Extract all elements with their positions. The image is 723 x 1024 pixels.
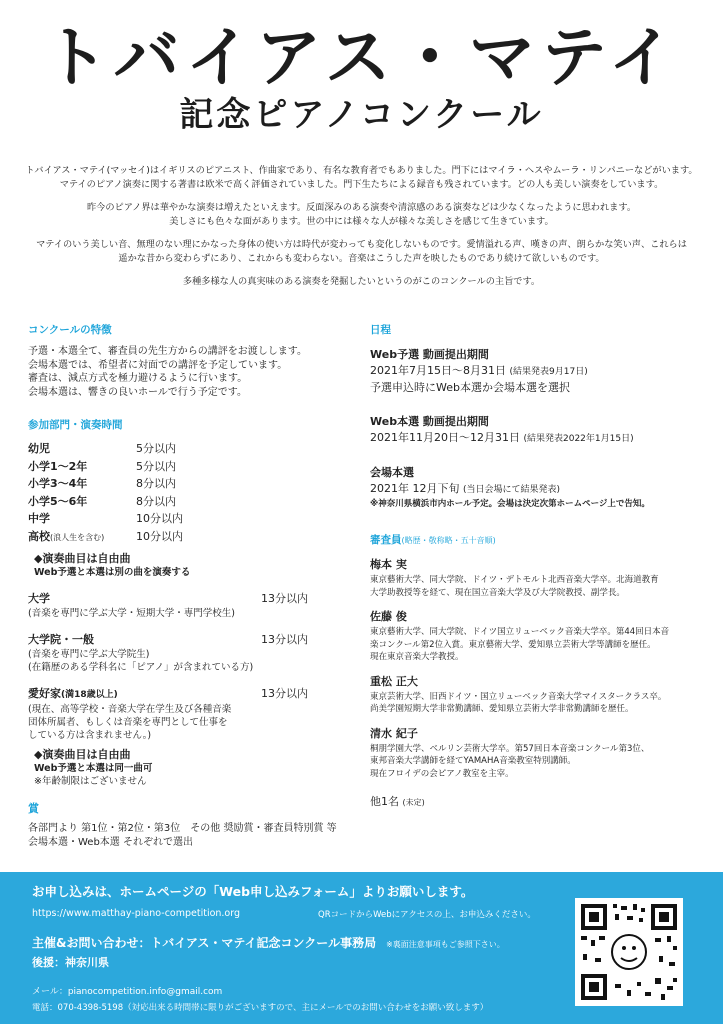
host-contact: 主催&お問い合わせ：トバイアス・マテイ記念コンクール事務局 ※裏面注意事項もご参照下さい。 (32, 936, 505, 950)
department-row (28, 475, 348, 493)
department-desc: 団体所属者、もしくは音楽を専門として仕事を (28, 717, 228, 728)
department-time: 8分以内 (136, 477, 176, 490)
feature-line: 会場本選は、響きの良いホールで行う予定です。 (28, 386, 247, 398)
department-name: 小学5～6年 (28, 494, 88, 508)
qr-note: QRコードからWebにアクセスの上、お申込みください。 (318, 910, 536, 920)
schedule-extra: 予選申込時にWeb本選か会場本選を選択 (370, 381, 570, 394)
department-desc: している方は含まれません。) (28, 730, 152, 741)
department-list (28, 440, 348, 546)
department-desc: (在籍歴のある学科名に「ピアノ」が含まれている方) (28, 662, 254, 673)
judges-heading: 審査員(略歴・敬称略・五十音順) (370, 534, 496, 546)
department-name: 大学院・一般 (28, 633, 94, 646)
department-time: 10分以内 (136, 512, 183, 525)
judge-bio: 東京芸術大学、旧西ドイツ・国立リューベック音楽大学マイスタークラス卒。 尚美学園短期大学非常勤講師、愛知県立芸術大学非常勤講師を歴任。 (370, 691, 667, 714)
judge-bio: 桐朋学園大学、ベルリン芸術大学卒。第57回日本音楽コンクール第3位、 東邦音楽大学講師を経てYAMAHA音楽教室特別講師。 現在フロイデの会ピアノ教室を主宰。 (370, 743, 650, 779)
schedule-title: 会場本選 (370, 466, 414, 479)
department-note: (浪人生を含む) (50, 532, 105, 542)
schedule-date: 2021年11月20日～12月31日 (結果発表2022年1月15日) (370, 431, 634, 444)
contact-email[interactable]: メール：pianocompetition.info@gmail.com (32, 987, 223, 997)
department-time: 13分以内 (261, 592, 308, 605)
support-org: 後援：神奈川県 (32, 956, 109, 969)
right-column (370, 322, 715, 810)
department-name: 大学 (28, 592, 50, 605)
schedule-heading: 日程 (370, 324, 391, 336)
department-row (28, 440, 348, 458)
schedule-title: Web本選 動画提出期間 (370, 415, 489, 428)
website-link[interactable]: https://www.matthay-piano-competition.org (32, 908, 241, 919)
department-row (28, 493, 348, 511)
judge-name: 清水 紀子 (370, 726, 418, 740)
awards-line: 各部門より 第1位・第2位・第3位 その他 奨励賞・審査員特別賞 等 (28, 823, 337, 834)
judge-name: 梅本 実 (370, 558, 407, 571)
free-piece-note: ◆演奏曲目は自由曲 (34, 552, 131, 565)
department-name: 中学 (28, 512, 50, 525)
departments-heading: 参加部門・演奏時間 (28, 419, 123, 431)
department-desc: (現在、高等学校・音楽大学在学生及び各種音楽 (28, 704, 232, 715)
intro-paragraph: トバイアス・マテイ(マッセイ)はイギリスのピアニスト、作曲家であり、有名な教育者でもありました。門下にはマイラ・ヘスやムーラ・リンパニーなどがいます。 マテイのピアノ演奏に関する著書は欧米で高く評価されていました。門下生たちによる録音も残されています。どの人も美しい演奏をしています。 (25, 165, 698, 190)
intro-paragraph: マテイのいう美しい音、無理のない理にかなった身体の使い方は時代が変わっても変化しないものです。愛情溢れる声、嘆きの声、朗らかな笑い声、これらは 遥かな昔から変わらずにあり、これからも変わらない。音楽はこうした声を映したものであり続けて欲しいものです。 (36, 239, 687, 264)
contact-phone: 電話：070-4398-5198（対応出来る時間帯に限りがございますので、主にメールでのお問い合わせをお願い致します） (32, 1003, 489, 1013)
department-desc: (音楽を専門に学ぶ大学院生) (28, 649, 150, 660)
department-name: 小学1～2年 (28, 459, 88, 473)
page-title: トバイアス・マテイ (42, 19, 681, 96)
department-time: 8分以内 (136, 494, 176, 508)
schedule-title: Web予選 動画提出期間 (370, 348, 489, 361)
judge-others: 他1名 (未定) (370, 795, 425, 808)
department-name-note: (満18歳以上) (61, 690, 118, 700)
department-row-graduate (28, 632, 308, 648)
judge-name: 重松 正大 (370, 674, 418, 688)
department-time: 13分以内 (261, 633, 308, 646)
intro-text (20, 164, 703, 298)
page-subtitle: 記念ピアノコンクール (179, 95, 544, 135)
department-name: 幼児 (28, 442, 50, 455)
judge-bio: 東京藝術大学、同大学院、ドイツ・デトモルト北西音楽大学卒。北海道教育 大学助教授等を経て、現在国立音楽大学及び大学院教授、副学長。 (370, 575, 659, 598)
feature-line: 審査は、減点方式を極力避けるように行います。 (28, 373, 248, 384)
department-name: 愛好家(満18歳以上) (28, 687, 118, 700)
department-time: 10分以内 (136, 529, 183, 543)
apply-instruction: お申し込みは、ホームページの「Web申し込みフォーム」よりお願いします。 (32, 884, 474, 899)
features-heading: コンクールの特徴 (28, 324, 112, 336)
schedule-date: 2021年7月15日～8月31日 (結果発表9月17日) (370, 364, 588, 377)
qr-code-graphic (575, 898, 683, 1006)
department-row-university (28, 591, 308, 607)
schedule-date: 2021年 12月下旬 (当日会場にて結果発表) (370, 482, 561, 495)
department-time: 5分以内 (136, 442, 176, 455)
awards-heading: 賞 (28, 802, 39, 815)
footer-contact (0, 872, 723, 1024)
judge-bio: 東京藝術大学、同大学院、ドイツ国立リューベック音楽大学卒。第44回日本音 楽コンクール第2位入賞。東京藝術大学、愛知県立芸術大学等講師を歴任。 現在東京音楽大学教授。 (370, 627, 670, 662)
department-row (28, 510, 348, 528)
feature-line: 予選・本選全て、審査員の先生方からの講評をお渡しします。 (28, 346, 307, 357)
judge-name: 佐藤 俊 (370, 610, 407, 623)
department-row-amateur (28, 686, 308, 703)
features-list (28, 345, 348, 399)
department-row (28, 458, 348, 476)
awards-line: 会場本選・Web本選 それぞれで選出 (28, 837, 193, 848)
venue-note: ※神奈川県横浜市内ホール予定。会場は決定次第ホームページ上で告知。 (370, 499, 650, 509)
free-piece-subnote: Web予選と本選は別の曲を演奏する (34, 567, 191, 578)
qr-code-icon[interactable] (575, 898, 683, 1006)
feature-line: 会場本選では、希望者に対面での講評を予定しています。 (28, 359, 288, 371)
age-limit-note: ※年齢制限はございません (34, 776, 147, 787)
department-row (28, 528, 348, 547)
department-name: 高校(浪人生を含む) (28, 529, 105, 543)
free-piece-note: ◆演奏曲目は自由曲 (34, 748, 131, 761)
department-time: 13分以内 (261, 687, 308, 700)
left-column (28, 322, 348, 850)
department-time: 5分以内 (136, 459, 176, 473)
intro-paragraph: 多種多様な人の真実味のある演奏を発掘したいというのがこのコンクールの主旨です。 (182, 276, 541, 287)
intro-paragraph: 昨今のピアノ界は華やかな演奏は増えたといえます。反面深みのある演奏や清涼感のある演奏などは少なくなったように思われます。 美しさにも色々な面があります。世の中には様々な人が様々な美しさを感じて生きています。 (86, 202, 637, 227)
free-piece-subnote: Web予選と本選は同一曲可 (34, 763, 153, 774)
department-name: 小学3～4年 (28, 477, 88, 490)
department-desc: (音楽を専門に学ぶ大学・短期大学・専門学校生) (28, 608, 235, 619)
